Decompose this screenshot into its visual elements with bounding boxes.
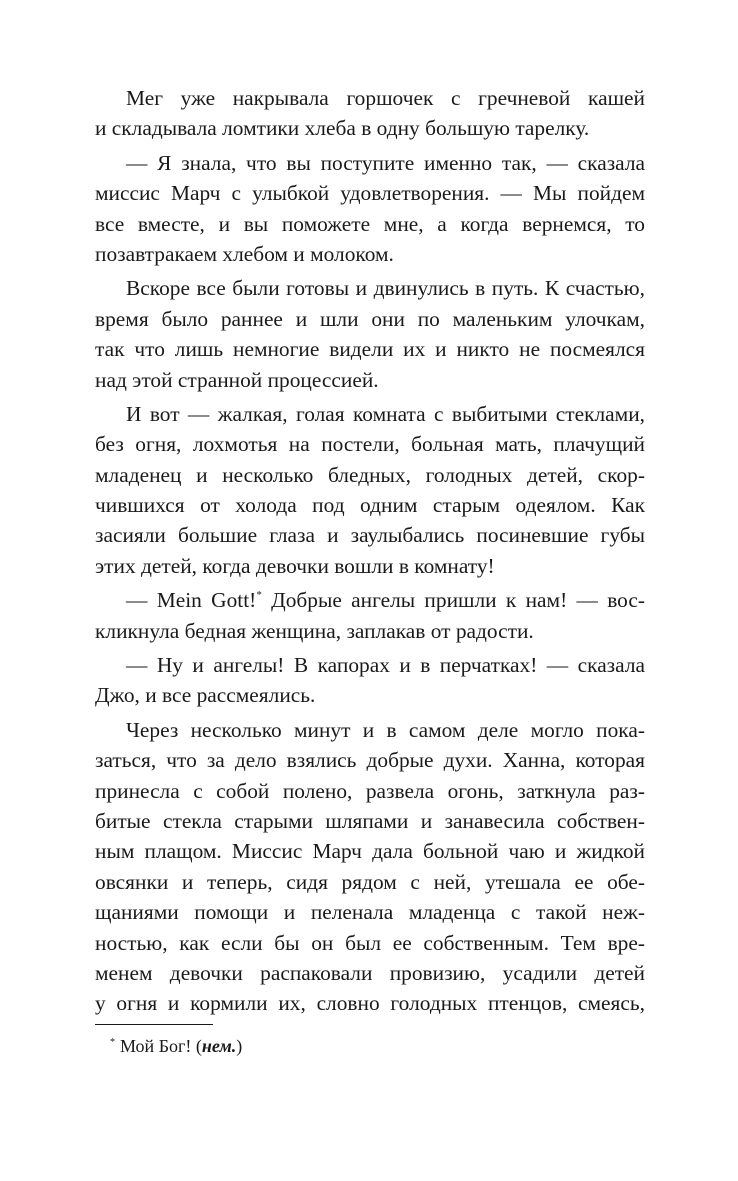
- text-line: у огня и кормили их, словно голодных птенцов, смеясь,: [95, 991, 645, 1016]
- main-text: [95, 83, 645, 1023]
- text-line: — Ну и ангелы! В капорах и в перчатках! — сказала: [126, 653, 645, 678]
- paragraph-6: [95, 650, 645, 711]
- text-line: И вот — жалкая, голая комната с выбитыми стеклами,: [126, 401, 645, 426]
- footnote: [110, 1033, 242, 1059]
- footnote-divider: [95, 1024, 213, 1025]
- text-line: над этой странной процессией.: [95, 367, 379, 392]
- text-line: все вместе, и вы поможете мне, а когда вернемся, то: [95, 211, 645, 236]
- footnote-language: нем.: [201, 1036, 237, 1056]
- text-line: время было раннее и шли они по маленьким улочкам,: [95, 306, 645, 331]
- text-line: менем девочки распаковали провизию, усадили детей: [95, 960, 645, 985]
- text-line: и складывала ломтики хлеба в одну большую тарелку.: [95, 116, 590, 141]
- paragraph-5: [95, 585, 645, 646]
- text-fragment: Добрые ангелы пришли к нам! — вос-: [261, 588, 646, 613]
- footnote-mark: *: [110, 1037, 115, 1048]
- text-line: без огня, лохмотья на постели, больная мать, плачущий: [95, 432, 645, 457]
- text-line: так что лишь немногие видели их и никто не посмеялся: [95, 337, 645, 362]
- paragraph-7: [95, 715, 645, 1019]
- text-line: позавтракаем хлебом и молоком.: [95, 241, 394, 266]
- text-line: ным плащом. Миссис Марч дала больной чаю и жидкой: [95, 839, 645, 864]
- text-line: кликнула бедная женщина, заплакав от радости.: [95, 618, 534, 643]
- text-line: Джо, и все рассмеялись.: [95, 683, 316, 708]
- text-line: Мег уже накрывала горшочек с гречневой кашей: [126, 86, 645, 110]
- text-line: овсянки и теперь, сидя рядом с ней, утешала ее обе-: [95, 869, 645, 894]
- paragraph-4: [95, 399, 645, 581]
- text-line: этих детей, когда девочки вошли в комнату!: [95, 553, 495, 578]
- text-line: младенец и несколько бледных, голодных детей, скор-: [95, 462, 645, 487]
- text-line: чившихся от холода под одним старым одеялом. Как: [95, 493, 645, 518]
- paragraph-1: [95, 83, 645, 144]
- text-line: щаниями помощи и пеленала младенца с такой неж-: [95, 900, 645, 925]
- footnote-reference: *: [256, 589, 262, 602]
- footnote-text: Мой Бог! (: [120, 1036, 202, 1056]
- footnote-close: ): [236, 1036, 243, 1056]
- text-line: засияли большие глаза и заулыбались посиневшие губы: [95, 523, 645, 548]
- text-line: Вскоре все были готовы и двинулись в путь. К счастью,: [126, 276, 645, 301]
- text-line: заться, что за дело взялись добрые духи. Ханна, которая: [95, 748, 645, 773]
- paragraph-3: [95, 273, 645, 395]
- text-line: ностью, как если бы он был ее собственным. Тем вре-: [95, 930, 645, 955]
- text-line: [95, 585, 645, 615]
- text-line: — Я знала, что вы поступите именно так, — сказала: [126, 150, 645, 175]
- text-fragment: — Mein Gott!: [126, 588, 257, 613]
- text-line: миссис Марч с улыбкой удовлетворения. — Мы пойдем: [95, 181, 645, 206]
- text-line: принесла с собой полено, развела огонь, заткнула раз-: [95, 778, 645, 803]
- text-line: Через несколько минут и в самом деле могло пока-: [126, 717, 645, 742]
- paragraph-2: [95, 148, 645, 270]
- text-line: битые стекла старыми шляпами и занавесила собствен-: [95, 808, 645, 833]
